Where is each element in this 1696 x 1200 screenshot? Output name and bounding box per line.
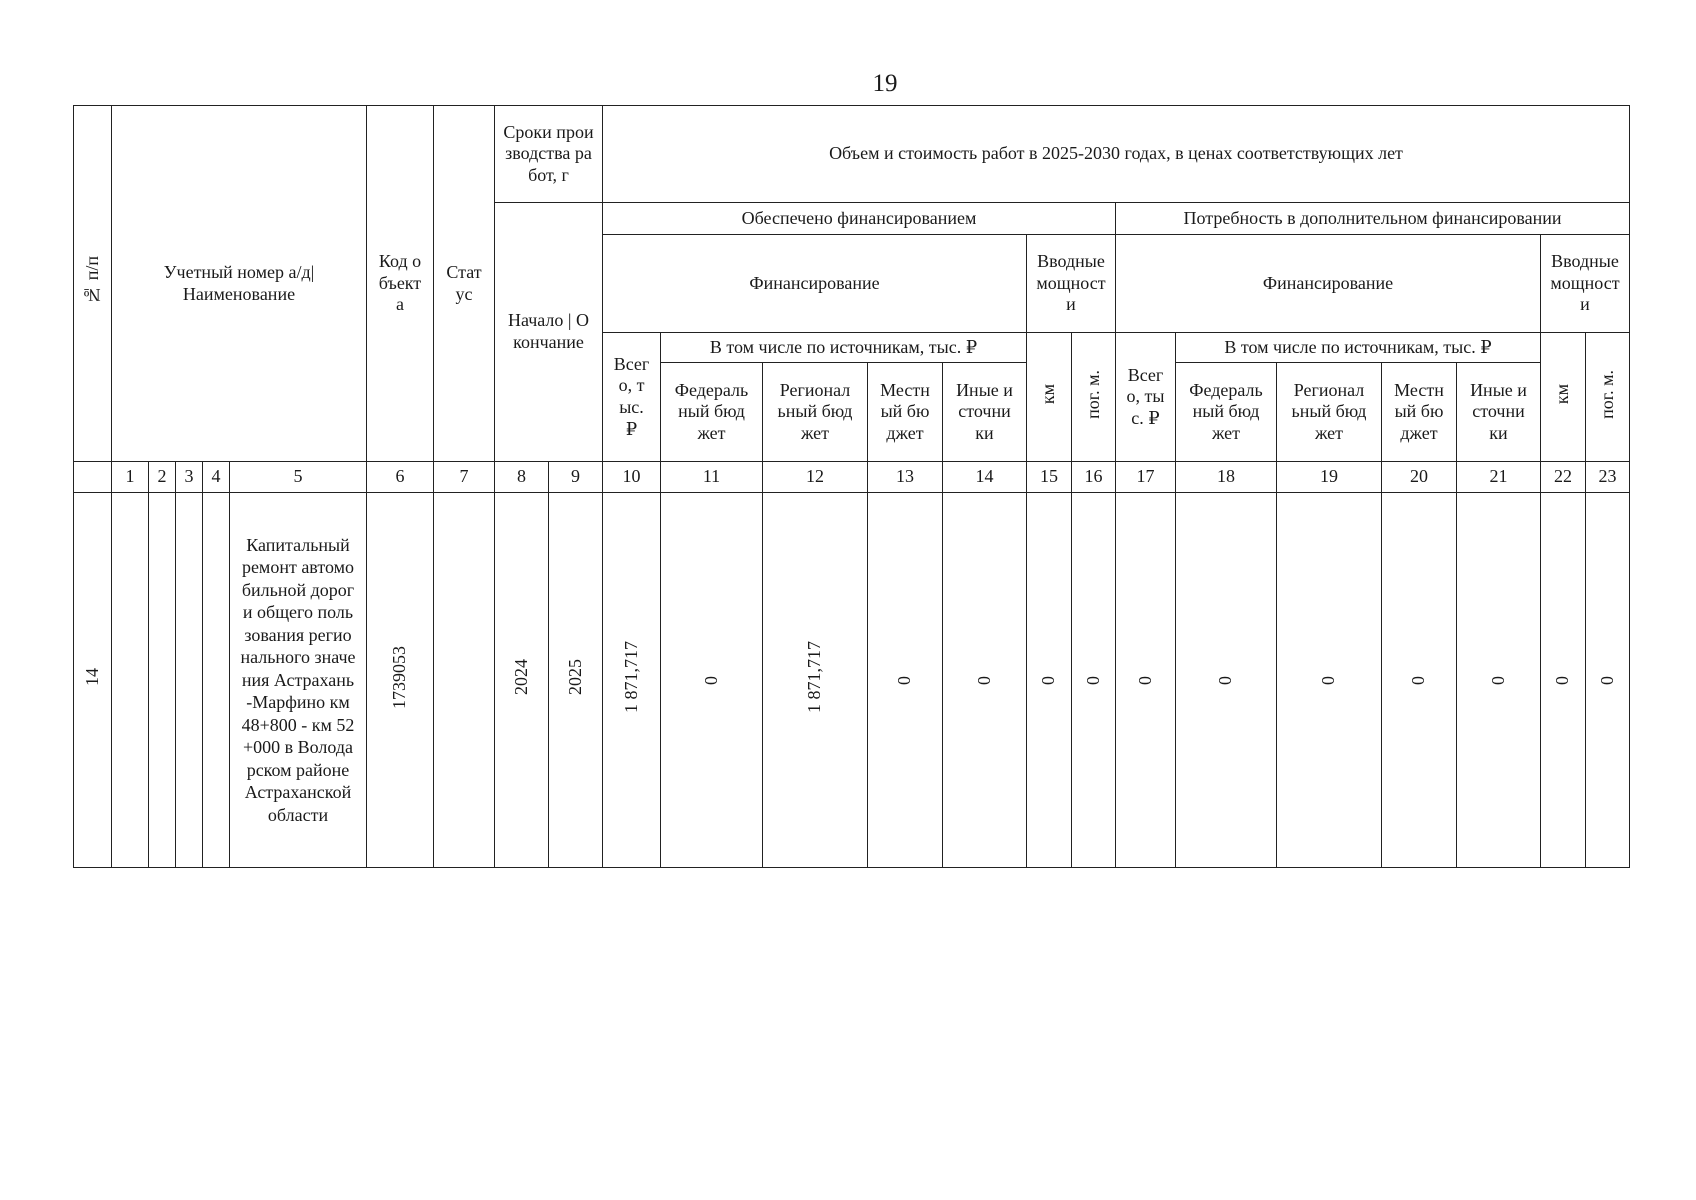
cell-need-regional: 0 <box>1277 493 1382 868</box>
header-need-financing: Финансирование <box>1116 235 1541 333</box>
header-need-total: Всего, тыс. ₽ <box>1116 333 1176 462</box>
column-number: 5 <box>230 462 367 493</box>
header-need-by-sources: В том числе по источникам, тыс. ₽ <box>1176 333 1541 363</box>
header-need-other: Иные источники <box>1457 363 1541 462</box>
header-need-km: км <box>1541 333 1586 462</box>
header-secured-local: Местный бюджет <box>868 363 943 462</box>
cell-need-km: 0 <box>1541 493 1586 868</box>
header-secured-regional: Региональный бюджет <box>763 363 868 462</box>
column-number: 23 <box>1586 462 1630 493</box>
cell-need-linear-m: 0 <box>1586 493 1630 868</box>
column-number: 11 <box>661 462 763 493</box>
column-number: 4 <box>203 462 230 493</box>
cell-secured-other: 0 <box>943 493 1027 868</box>
header-secured-financing: Финансирование <box>603 235 1027 333</box>
header-secured: Обеспечено финансированием <box>603 203 1116 235</box>
header-need-local: Местный бюджет <box>1382 363 1457 462</box>
works-table <box>73 105 1630 868</box>
header-secured-km: км <box>1027 333 1072 462</box>
header-production-terms: Сроки производства работ, г <box>495 106 603 203</box>
column-number: 3 <box>176 462 203 493</box>
header-volume-cost: Объем и стоимость работ в 2025-2030 годах, в ценах соответствующих лет <box>603 106 1630 203</box>
column-number: 18 <box>1176 462 1277 493</box>
cell-secured-linear-m: 0 <box>1072 493 1116 868</box>
header-secured-total: Всего, тыс. ₽ <box>603 333 661 462</box>
cell-col-3 <box>176 493 203 868</box>
cell-secured-regional: 1 871,717 <box>763 493 868 868</box>
cell-secured-total: 1 871,717 <box>603 493 661 868</box>
header-need-linear-m: пог. м. <box>1586 333 1630 462</box>
cell-object-code: 1739053 <box>367 493 434 868</box>
cell-status <box>434 493 495 868</box>
header-secured-other: Иные источники <box>943 363 1027 462</box>
column-number: 17 <box>1116 462 1176 493</box>
cell-row-no: 14 <box>74 493 112 868</box>
column-number: 13 <box>868 462 943 493</box>
header-need-federal: Федеральный бюджет <box>1176 363 1277 462</box>
column-number: 7 <box>434 462 495 493</box>
cell-start-year: 2024 <box>495 493 549 868</box>
header-status: Статус <box>434 106 495 462</box>
cell-need-federal: 0 <box>1176 493 1277 868</box>
cell-secured-local: 0 <box>868 493 943 868</box>
column-number: 10 <box>603 462 661 493</box>
header-start-end: Начало | Окончание <box>495 203 603 462</box>
column-number: 12 <box>763 462 868 493</box>
page-number: 19 <box>872 70 898 97</box>
column-number: 2 <box>149 462 176 493</box>
header-secured-federal: Федеральный бюджет <box>661 363 763 462</box>
cell-col-1 <box>112 493 149 868</box>
cell-need-total: 0 <box>1116 493 1176 868</box>
column-number: 15 <box>1027 462 1072 493</box>
cell-need-other: 0 <box>1457 493 1541 868</box>
cell-col-2 <box>149 493 176 868</box>
table-row <box>74 493 1630 868</box>
column-number: 20 <box>1382 462 1457 493</box>
header-object-code: Код объекта <box>367 106 434 462</box>
column-number: 19 <box>1277 462 1382 493</box>
column-number-blank <box>74 462 112 493</box>
cell-secured-federal: 0 <box>661 493 763 868</box>
column-number: 14 <box>943 462 1027 493</box>
header-need-regional: Региональный бюджет <box>1277 363 1382 462</box>
column-number: 9 <box>549 462 603 493</box>
header-account-number-name: Учетный номер а/д| Наименование <box>112 106 367 462</box>
cell-secured-km: 0 <box>1027 493 1072 868</box>
header-need-capacity: Вводные мощности <box>1541 235 1630 333</box>
header-need-additional: Потребность в дополнительном финансировании <box>1116 203 1630 235</box>
cell-road-name: Капитальный ремонт автомобильной дороги общего пользования регионального значения Астрахань-Марфино км 48+800 - км 52+000 в Володарском районе Астраханской области <box>230 493 367 868</box>
column-number: 21 <box>1457 462 1541 493</box>
column-number: 22 <box>1541 462 1586 493</box>
header-secured-by-sources: В том числе по источникам, тыс. ₽ <box>661 333 1027 363</box>
header-secured-capacity: Вводные мощности <box>1027 235 1116 333</box>
cell-need-local: 0 <box>1382 493 1457 868</box>
cell-col-4 <box>203 493 230 868</box>
column-number: 8 <box>495 462 549 493</box>
column-number: 16 <box>1072 462 1116 493</box>
column-number: 1 <box>112 462 149 493</box>
header-secured-linear-m: пог. м. <box>1072 333 1116 462</box>
header-row-no: № п/п <box>74 106 112 462</box>
cell-end-year: 2025 <box>549 493 603 868</box>
column-number: 6 <box>367 462 434 493</box>
